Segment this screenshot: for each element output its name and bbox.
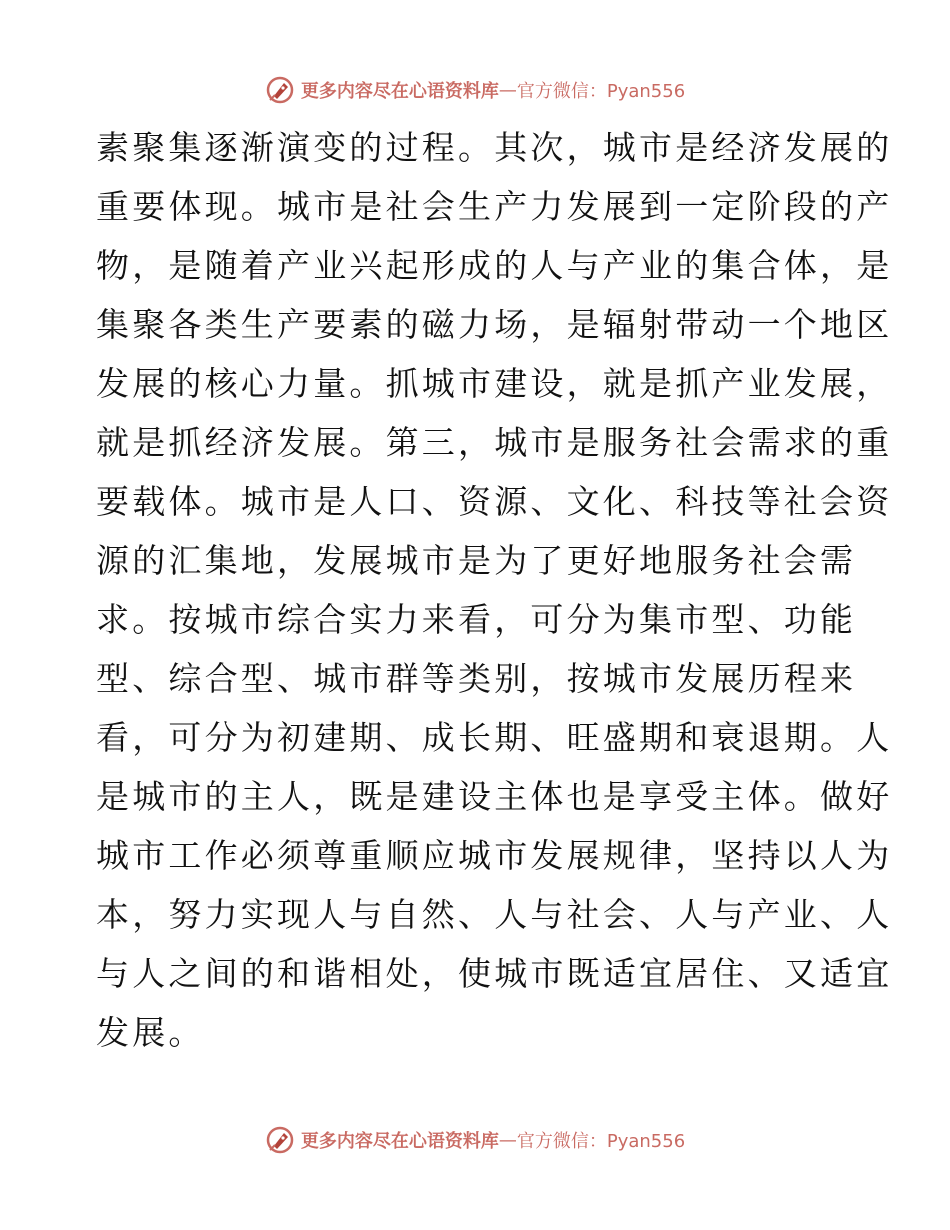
body-line: 与人之间的和谐相处，使城市既适宜居住、又适宜: [96, 954, 893, 993]
body-line: 本，努力实现人与自然、人与社会、人与产业、人: [96, 895, 893, 934]
body-line: 看，可分为初建期、成长期、旺盛期和衰退期。人: [96, 718, 893, 757]
body-line: 集聚各类生产要素的磁力场，是辐射带动一个地区: [96, 305, 893, 344]
footer-dash: —: [498, 1129, 517, 1151]
header-wechat: 官方微信：Pyan556: [516, 81, 686, 102]
pen-nib-logo-icon: [265, 1125, 295, 1155]
body-line: 源的汇集地，发展城市是为了更好地服务社会需: [96, 541, 857, 580]
body-line: 要载体。城市是人口、资源、文化、科技等社会资: [96, 482, 893, 521]
header-dash: —: [498, 79, 517, 101]
footer-site-name: 更多内容尽在心语资料库: [300, 1131, 499, 1152]
header-banner: [0, 70, 950, 110]
body-line: 是城市的主人，既是建设主体也是享受主体。做好: [96, 777, 893, 816]
body-line: 型、综合型、城市群等类别，按城市发展历程来: [96, 659, 857, 698]
body-line: 城市工作必须尊重顺应城市发展规律，坚持以人为: [96, 836, 893, 875]
body-line: 求。按城市综合实力来看，可分为集市型、功能: [96, 600, 857, 639]
document-body: [96, 118, 893, 1062]
body-line: 就是抓经济发展。第三，城市是服务社会需求的重: [96, 423, 893, 462]
footer-banner: [0, 1120, 950, 1160]
body-line: 发展的核心力量。抓城市建设，就是抓产业发展，: [96, 364, 893, 403]
body-line: 素聚集逐渐演变的过程。其次，城市是经济发展的: [96, 128, 893, 167]
footer-wechat: 官方微信：Pyan556: [516, 1131, 686, 1152]
body-line: 物，是随着产业兴起形成的人与产业的集合体，是: [96, 246, 893, 285]
pen-nib-logo-icon: [265, 75, 295, 105]
body-line: 发展。: [96, 1013, 205, 1052]
header-site-name: 更多内容尽在心语资料库: [300, 81, 499, 102]
body-line: 重要体现。城市是社会生产力发展到一定阶段的产: [96, 187, 893, 226]
